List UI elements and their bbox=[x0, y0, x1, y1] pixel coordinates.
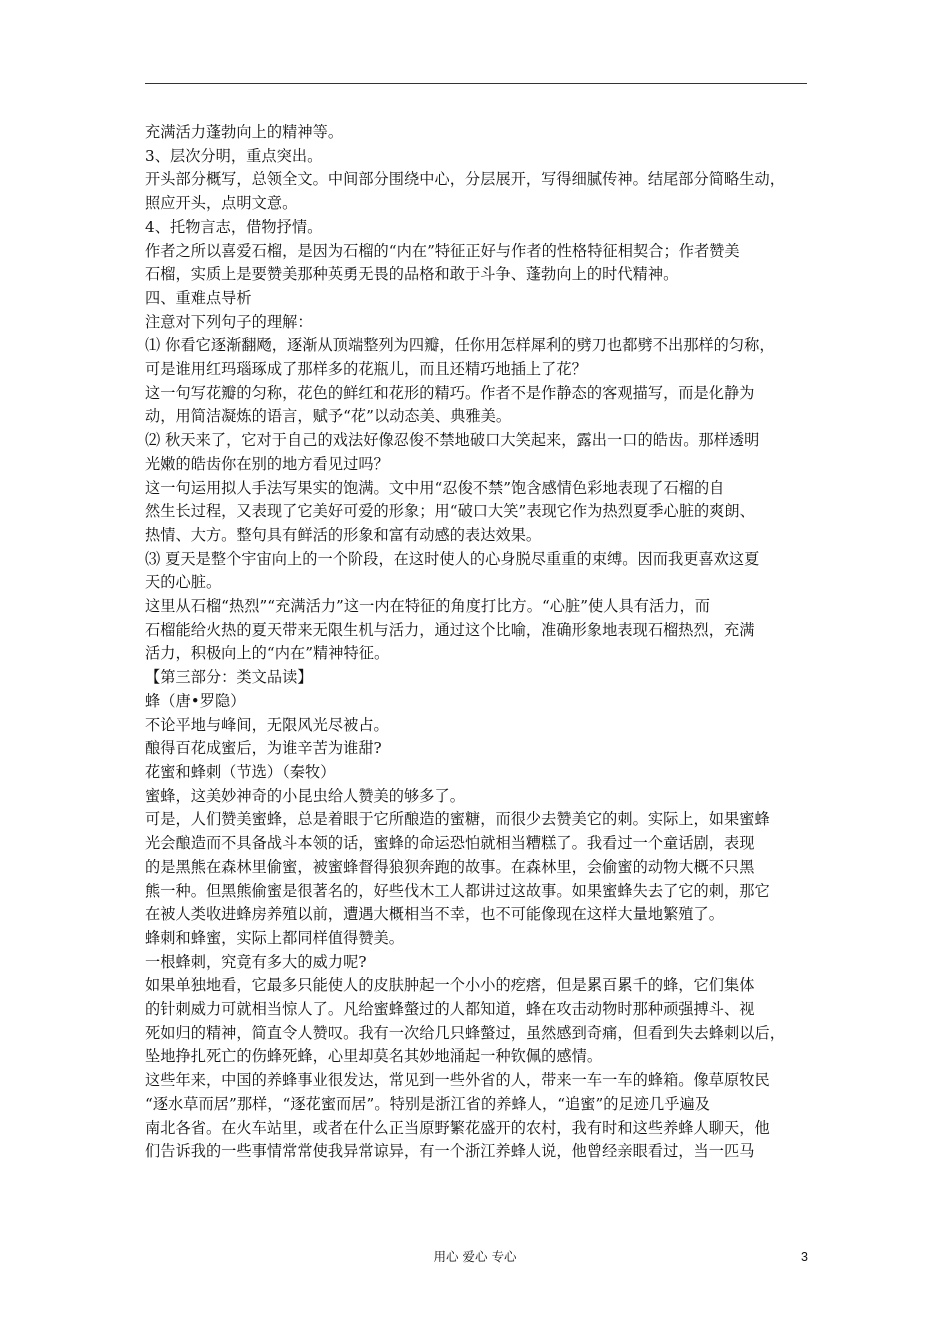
text-line: ⑴ 你看它逐渐翻飏，逐渐从顶端整列为四瓣，任你用怎样犀利的劈刀也都劈不出那样的匀称， bbox=[145, 336, 775, 355]
text-line: 这一句运用拟人手法写果实的饱满。文中用“忍俊不禁”饱含感情色彩地表现了石榴的自 bbox=[145, 478, 725, 497]
text-line: 坠地挣扎死亡的伤蜂死蜂，心里却莫名其妙地涌起一种钦佩的感情。 bbox=[145, 1047, 603, 1066]
document-body bbox=[145, 121, 810, 1164]
text-line: 熊一种。但黑熊偷蜜是很著名的，好些伐木工人都讲过这故事。如果蜜蜂失去了它的刺，那它 bbox=[145, 881, 770, 900]
text-line: 四、重难点导析 bbox=[145, 288, 252, 307]
text-line: 照应开头，点明文意。 bbox=[145, 194, 298, 213]
text-line: 开头部分概写，总领全文。中间部分围绕中心，分层展开，写得细腻传神。结尾部分简略生动， bbox=[145, 170, 785, 189]
text-line: 石榴，实质上是要赞美那种英勇无畏的品格和敢于斗争、蓬勃向上的时代精神。 bbox=[145, 265, 679, 284]
text-line: 蜜蜂，这美妙神奇的小昆虫给人赞美的够多了。 bbox=[145, 786, 465, 805]
text-line: 这一句写花瓣的匀称，花色的鲜红和花形的精巧。作者不是作静态的客观描写，而是化静为 bbox=[145, 383, 755, 402]
text-line: 南北各省。在火车站里，或者在什么正当原野繁花盛开的农村，我有时和这些养蜂人聊天，他 bbox=[145, 1118, 770, 1137]
page-number: 3 bbox=[801, 1250, 808, 1264]
text-line: “逐水草而居”那样，“逐花蜜而居”。特别是浙江省的养蜂人，“追蜜”的足迹几乎遍及 bbox=[145, 1094, 710, 1113]
text-line: 蜂（唐•罗隐） bbox=[145, 691, 246, 710]
text-line: 死如归的精神，简直令人赞叹。我有一次给几只蜂螫过，虽然感到奇痛，但看到失去蜂刺以后， bbox=[145, 1023, 785, 1042]
text-line: 在被人类收进蜂房养殖以前，遭遇大概相当不幸，也不可能像现在这样大量地繁殖了。 bbox=[145, 905, 725, 924]
text-line: 这些年来，中国的养蜂事业很发达，常见到一些外省的人，带来一车一车的蜂箱。像草原牧民 bbox=[145, 1071, 770, 1090]
text-line: 一根蜂刺，究竟有多大的威力呢? bbox=[145, 952, 367, 971]
text-line: 可是谁用红玛瑙琢成了那样多的花瓶儿，而且还精巧地插上了花？ bbox=[145, 360, 587, 379]
text-line: 活力，积极向上的“内在”精神特征。 bbox=[145, 644, 390, 663]
text-line: 蜂刺和蜂蜜，实际上都同样值得赞美。 bbox=[145, 928, 405, 947]
text-line: 作者之所以喜爱石榴，是因为石榴的“内在”特征正好与作者的性格特征相契合；作者赞美 bbox=[145, 241, 740, 260]
text-line: 石榴能给火热的夏天带来无限生机与活力，通过这个比喻，准确形象地表现石榴热烈，充满 bbox=[145, 620, 755, 639]
text-line: 这里从石榴“热烈”“充满活力”这一内在特征的角度打比方。“心脏”使人具有活力，而 bbox=[145, 597, 710, 616]
text-line: 们告诉我的一些事情常常使我异常谅异，有一个浙江养蜂人说，他曾经亲眼看过，当一匹马 bbox=[145, 1142, 755, 1161]
text-line: 动，用简洁凝炼的语言，赋予“花”以动态美、典雅美。 bbox=[145, 407, 512, 426]
text-line: 的是黑熊在森林里偷蜜，被蜜蜂督得狼狈奔跑的故事。在森林里，会偷蜜的动物大概不只黑 bbox=[145, 857, 755, 876]
text-line: 的针刺威力可就相当惊人了。凡给蜜蜂螫过的人都知道，蜂在攻击动物时那种顽强搏斗、视 bbox=[145, 1000, 755, 1019]
header-rule bbox=[145, 83, 807, 84]
page-footer bbox=[0, 1247, 950, 1267]
text-line: 天的心脏。 bbox=[145, 573, 222, 592]
text-line: 充满活力蓬勃向上的精神等。 bbox=[145, 123, 344, 141]
text-line: 光会酿造而不具备战斗本领的话，蜜蜂的命运恐怕就相当糟糕了。我看过一个童话剧，表现 bbox=[145, 834, 755, 853]
text-line: 如果单独地看，它最多只能使人的皮肤肿起一个小小的疙瘩，但是累百累千的蜂，它们集体 bbox=[145, 976, 755, 995]
text-line: 光嫩的皓齿你在别的地方看见过吗？ bbox=[145, 454, 389, 473]
text-line: 4、托物言志，借物抒情。 bbox=[145, 217, 323, 236]
footer-motto: 用心 爱心 专心 bbox=[433, 1249, 517, 1264]
text-line: ⑶ 夏天是整个宇宙向上的一个阶段，在这时使人的心身脱尽重重的束缚。因而我更喜欢这夏 bbox=[145, 549, 760, 568]
text-line: 【第三部分：类文品读】 bbox=[145, 668, 313, 687]
text-line: 3、层次分明，重点突出。 bbox=[145, 146, 323, 165]
text-line: 然生长过程，又表现了它美好可爱的形象；用“破口大笑”表现它作为热烈夏季心脏的爽朗、 bbox=[145, 502, 755, 521]
text-line: 注意对下列句子的理解： bbox=[145, 312, 313, 331]
text-line: 可是，人们赞美蜜蜂，总是着眼于它所酿造的蜜糖，而很少去赞美它的刺。实际上，如果蜜蜂 bbox=[145, 810, 770, 829]
text-line: 花蜜和蜂刺（节选）（秦牧） bbox=[145, 762, 336, 781]
text-line: 不论平地与峰间，无限风光尽被占。 bbox=[145, 715, 389, 734]
text-line: ⑵ 秋天来了，它对于自己的戏法好像忍俊不禁地破口大笑起来，露出一口的皓齿。那样透明 bbox=[145, 431, 760, 450]
text-line: 热情、大方。整句具有鲜活的形象和富有动感的表达效果。 bbox=[145, 525, 542, 544]
text-line: 酿得百花成蜜后，为谁辛苦为谁甜? bbox=[145, 739, 382, 758]
